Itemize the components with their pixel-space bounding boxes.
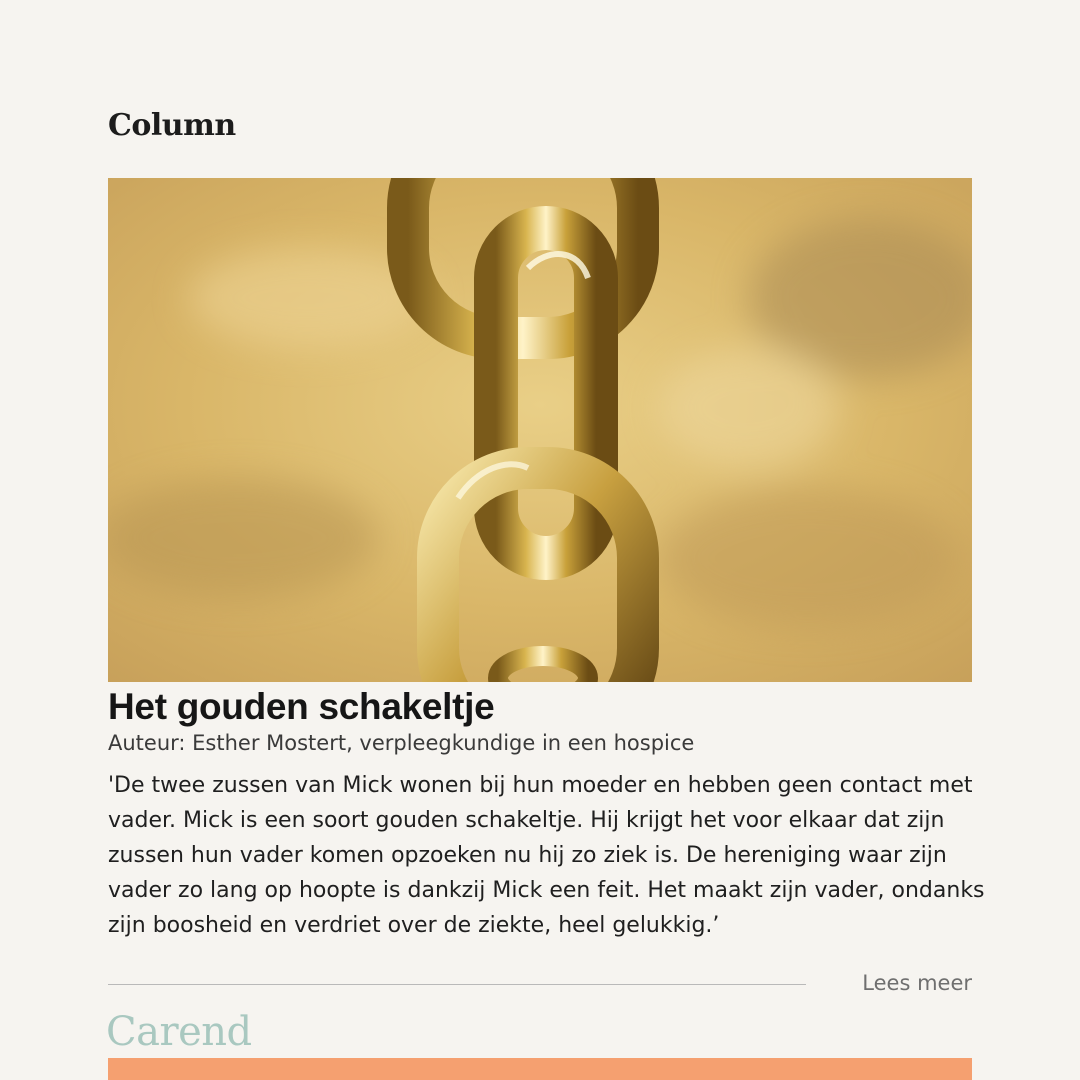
- hero-image: [108, 178, 972, 682]
- article-excerpt: 'De twee zussen van Mick wonen bij hun moeder en hebben geen contact met vader. Mick is een soort gouden schakeltje. Hij krijgt het voor elkaar dat zijn zussen hun vader komen opzoeken nu hij zo ziek is. De hereniging waar zijn vader zo lang op hoopte is dankzij Mick een feit. Het maakt zijn vader, ondanks zijn boosheid en verdriet over de ziekte, heel gelukkig.’: [108, 773, 985, 938]
- article-title: Het gouden schakeltje: [108, 686, 495, 727]
- read-more-link[interactable]: Lees meer: [862, 971, 972, 995]
- section-label: Column: [108, 108, 236, 143]
- article-author: Auteur: Esther Mostert, verpleegkundige in een hospice: [108, 731, 695, 755]
- footer-bar: [108, 1058, 972, 1080]
- brand-logo: Carend: [106, 1009, 252, 1055]
- divider: [108, 984, 806, 985]
